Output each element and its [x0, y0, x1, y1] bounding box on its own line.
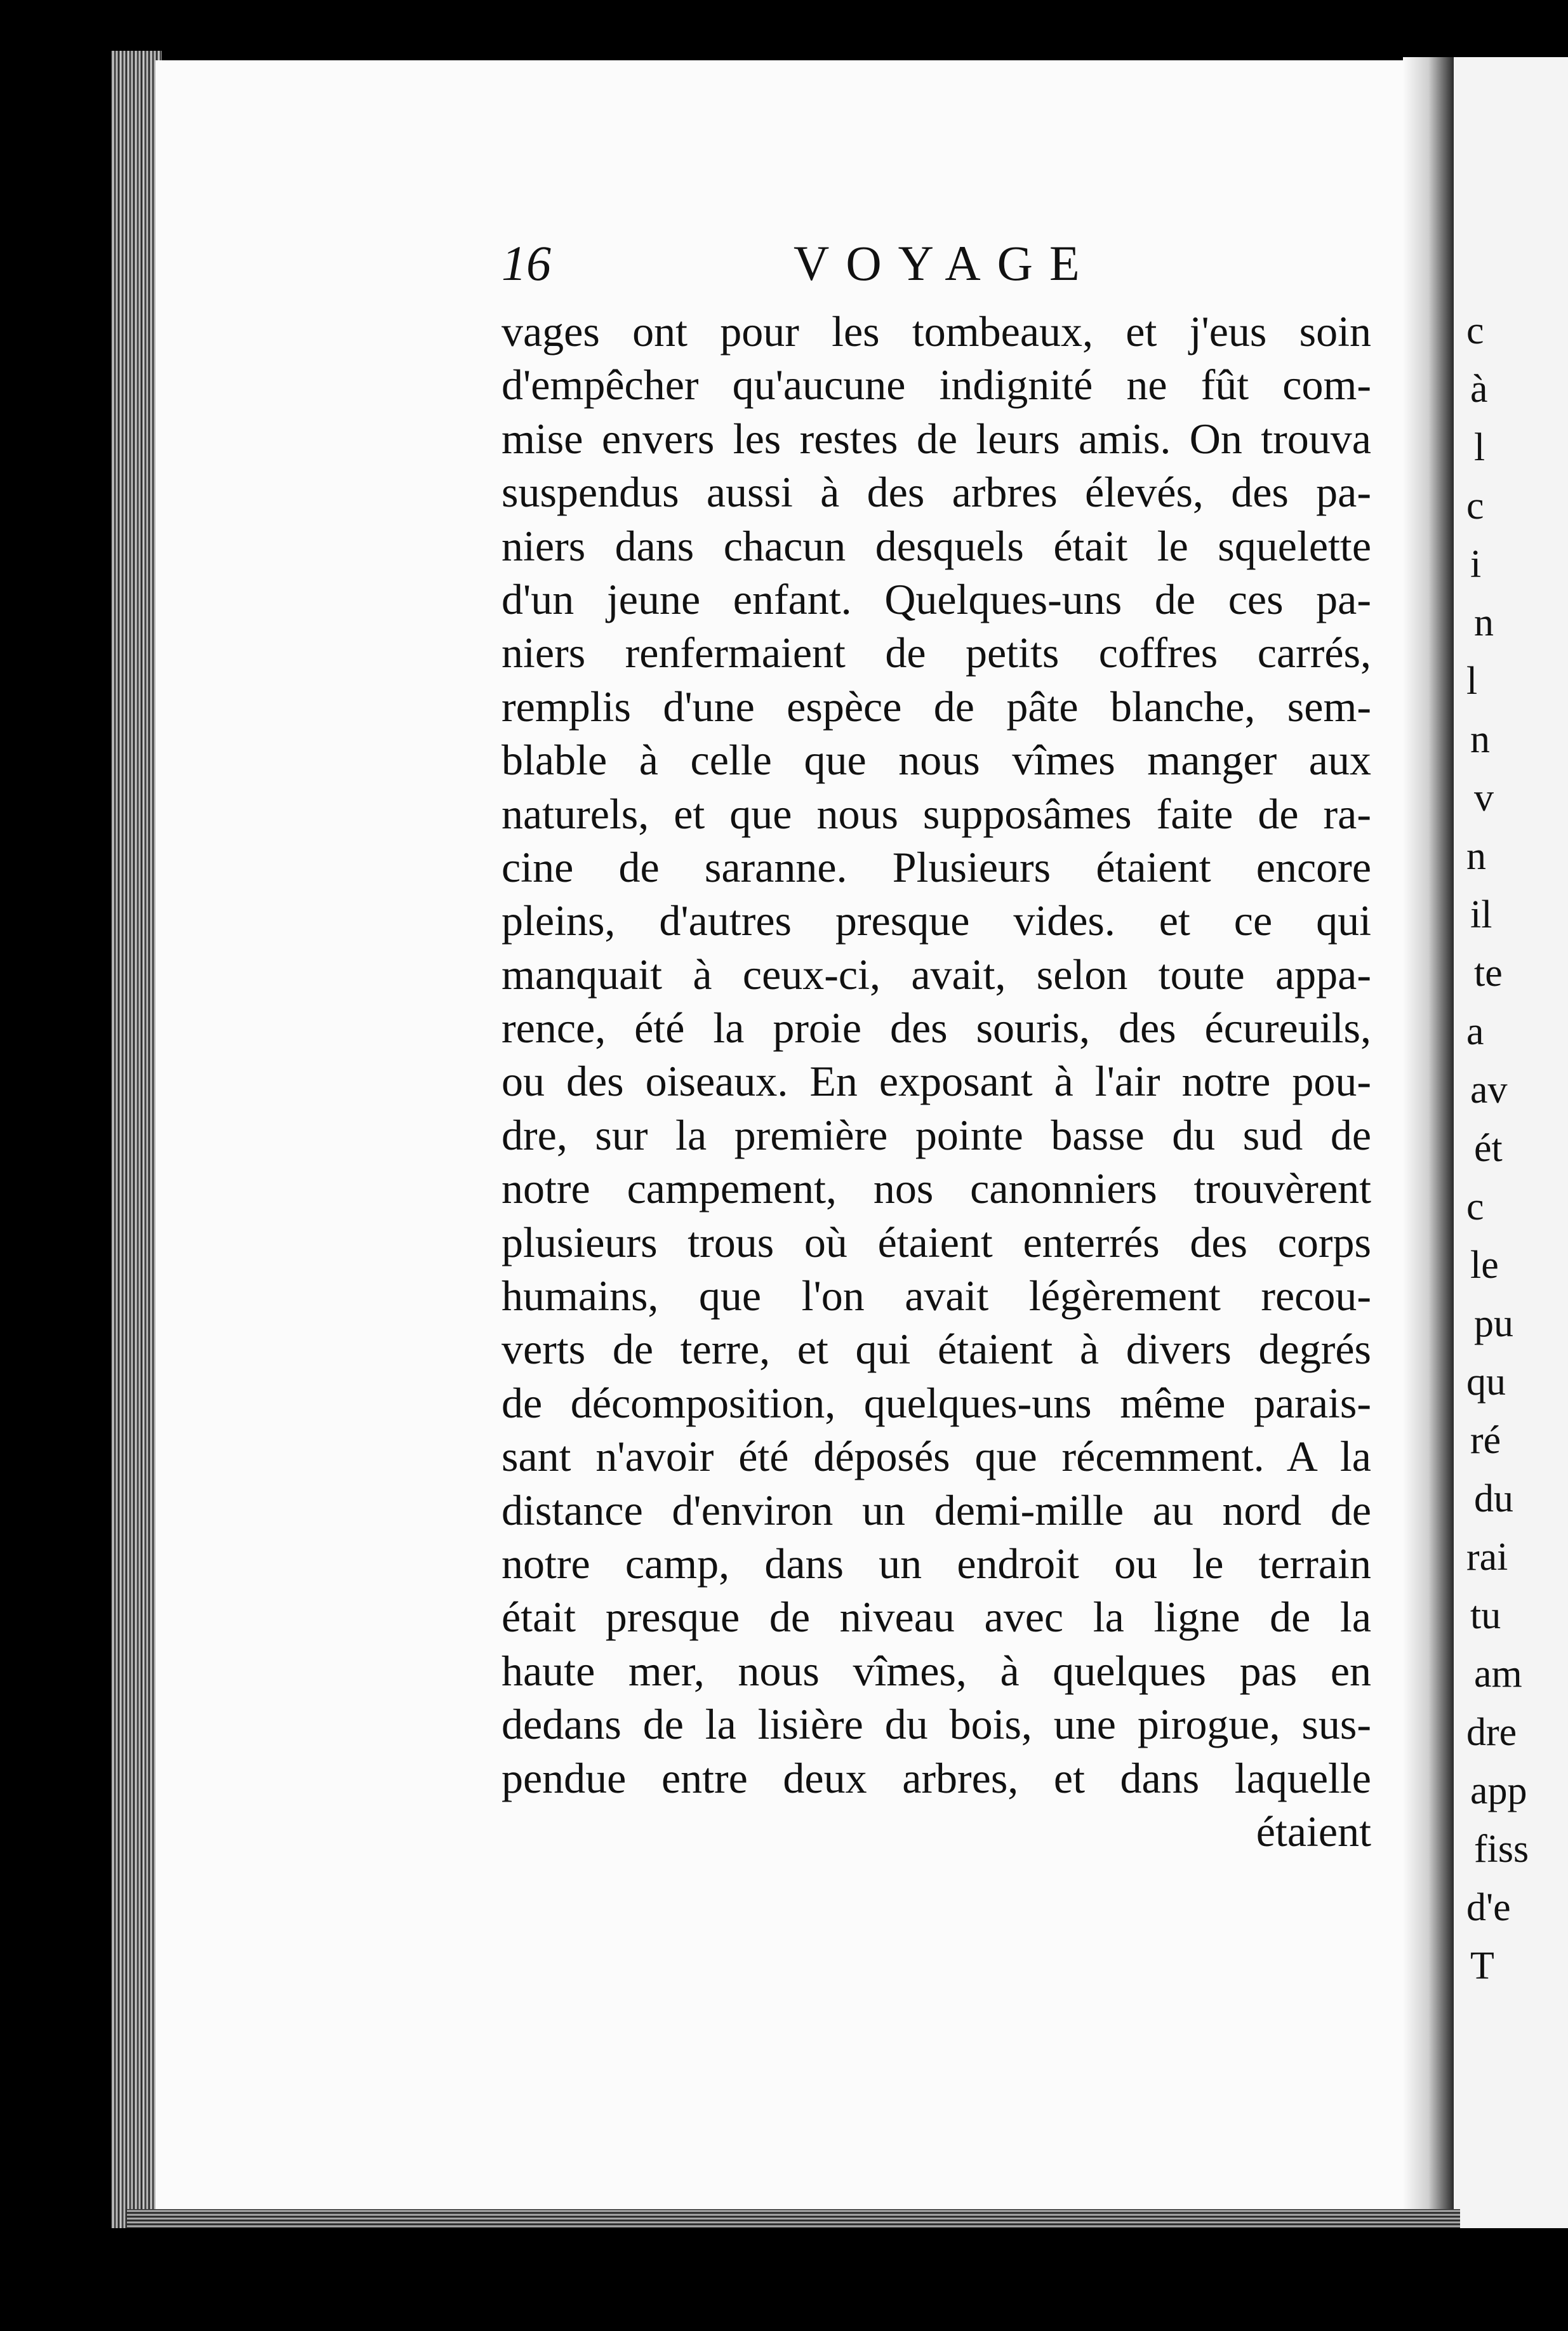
facing-page-fragment: d'e — [1466, 1886, 1511, 1929]
facing-page-fragment: a — [1466, 1010, 1484, 1053]
text-line: dedans de la lisière du bois, une pirogue, sus- — [502, 1700, 1371, 1749]
text-line: naturels, et que nous supposâmes faite de ra- — [502, 789, 1371, 838]
page-header — [502, 235, 1390, 292]
text-line: mise envers les restes de leurs amis. On trouva — [502, 414, 1371, 463]
facing-page-fragment: n — [1474, 601, 1494, 644]
text-line: distance d'environ un demi-mille au nord de — [502, 1485, 1371, 1534]
facing-page-fragment: l — [1466, 660, 1478, 703]
text-line: rence, été la proie des souris, des écureuils, — [502, 1004, 1371, 1053]
facing-page-fragment: av — [1470, 1068, 1508, 1112]
running-head: VOYAGE — [794, 236, 1096, 291]
facing-page-fragment: c — [1466, 484, 1484, 528]
page-number: 16 — [502, 236, 551, 291]
facing-page-fragment: n — [1470, 718, 1490, 761]
facing-page-fragment: dre — [1466, 1711, 1517, 1754]
facing-page-fragment: tu — [1470, 1594, 1501, 1637]
text-line: niers dans chacun desquels était le squelette — [502, 521, 1371, 570]
text-line: de décomposition, quelques-uns même parais- — [502, 1378, 1371, 1427]
text-line: humains, que l'on avait légèrement recou- — [502, 1272, 1371, 1320]
facing-page-fragment: te — [1474, 952, 1503, 995]
text-line: d'empêcher qu'aucune indignité ne fût com- — [502, 361, 1371, 409]
facing-page-fragment: v — [1474, 776, 1494, 820]
facing-page-fragment: i — [1470, 543, 1482, 586]
facing-page-fragment: qu — [1466, 1360, 1506, 1404]
text-line: cine de saranne. Plusieurs étaient encore — [502, 842, 1371, 891]
catchword: étaient — [1256, 1807, 1371, 1856]
facing-page-fragment: rai — [1466, 1536, 1508, 1579]
facing-page-fragment: app — [1470, 1769, 1527, 1812]
text-line: manquait à ceux-ci, avait, selon toute appa- — [502, 950, 1371, 999]
facing-page-fragment: am — [1474, 1652, 1522, 1696]
text-line: suspendus aussi à des arbres élevés, des pa- — [502, 468, 1371, 517]
page-bottom-edge — [127, 2209, 1460, 2228]
facing-page-fragment: ét — [1474, 1127, 1503, 1170]
body-text — [502, 305, 1371, 1858]
facing-page-fragment: fiss — [1474, 1828, 1529, 1871]
text-line: plusieurs trous où étaient enterrés des corps — [502, 1218, 1371, 1266]
facing-page-fragment: n — [1466, 835, 1486, 878]
facing-page-fragment: c — [1466, 309, 1484, 352]
book-binding-edge — [111, 51, 162, 2228]
text-line: pleins, d'autres presque vides. et ce qui — [502, 896, 1371, 945]
text-line: était presque de niveau avec la ligne de la — [502, 1593, 1371, 1642]
facing-page-fragment: le — [1470, 1244, 1499, 1287]
text-line: d'un jeune enfant. Quelques-uns de ces pa- — [502, 574, 1371, 623]
facing-page-fragment: pu — [1474, 1302, 1513, 1345]
text-line: blable à celle que nous vîmes manger aux — [502, 736, 1371, 785]
facing-page-fragment: à — [1470, 368, 1488, 411]
text-line: remplis d'une espèce de pâte blanche, sem- — [502, 682, 1371, 731]
facing-page-sliver — [1454, 57, 1568, 2228]
text-line: verts de terre, et qui étaient à divers degrés — [502, 1325, 1371, 1374]
facing-page-fragment: l — [1474, 426, 1485, 469]
text-line: notre campement, nos canonniers trouvèrent — [502, 1164, 1371, 1213]
text-line: ou des oiseaux. En exposant à l'air notre pou- — [502, 1057, 1371, 1106]
facing-page-fragment: du — [1474, 1477, 1513, 1520]
text-line: haute mer, nous vîmes, à quelques pas en — [502, 1646, 1371, 1695]
text-line: dre, sur la première pointe basse du sud de — [502, 1110, 1371, 1159]
facing-page-fragment: il — [1470, 893, 1492, 936]
facing-page-fragment: c — [1466, 1185, 1484, 1228]
text-line: sant n'avoir été déposés que récemment. A la — [502, 1432, 1371, 1481]
text-line: notre camp, dans un endroit ou le terrain — [502, 1539, 1371, 1588]
text-line: vages ont pour les tombeaux, et j'eus soin — [502, 307, 1371, 355]
text-line: niers renfermaient de petits coffres carrés, — [502, 628, 1371, 677]
facing-page-fragment: ré — [1470, 1419, 1501, 1462]
facing-page-fragment: T — [1470, 1944, 1494, 1988]
text-line: pendue entre deux arbres, et dans laquelle — [502, 1753, 1371, 1802]
